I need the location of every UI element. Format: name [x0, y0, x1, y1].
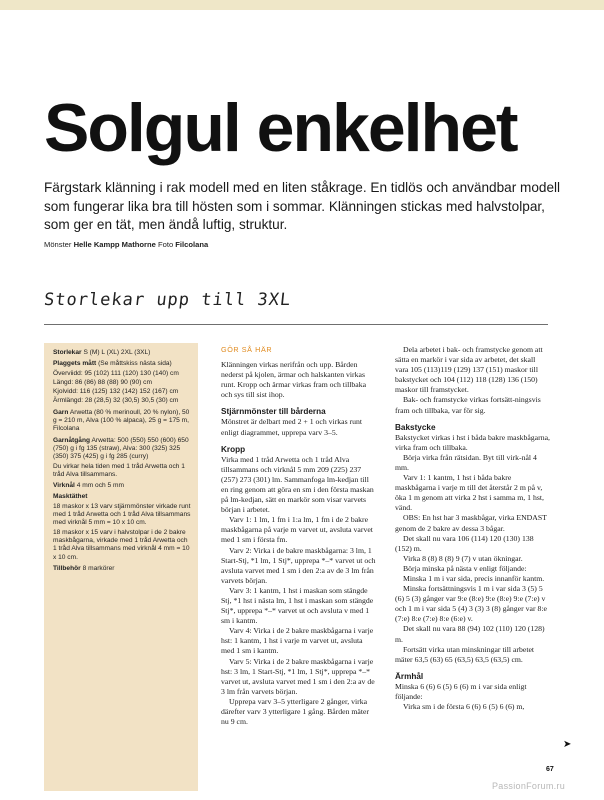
body-paragraph: Virka med 1 tråd Arwetta och 1 tråd Alva tillsammans och virknål 5 mm 209 (225) 237 (257) 273 (301) lm. Sammanfoga lm-kedjan till en ring genom att göra en sm i den första maskan på lm-kedjan, sätt en markör som visar varvets början i arbetet.	[221, 454, 374, 515]
back-paragraph: Bakstycket virkas i hst i båda bakre maskbågarna, virka fram och tillbaka.	[395, 432, 550, 452]
notions-label: Tillbehör	[53, 564, 81, 572]
amount-label: Garnåtgång	[53, 436, 91, 444]
amount-row	[53, 437, 192, 462]
back-paragraph: Minska fortsättningsvis 1 m i var sida 3 (5) 5 (6) 5 (3) gånger var 9:e (8:e) 9:e (8:e) 9:e (7:e) v och 1 m i var sida 5 (4) 3 (3) 3 (8) gånger var 8:e (7:e) 8:e (7:e) 8:e (6:e) v.	[395, 584, 547, 624]
split-paragraph: Bak- och framstycke virkas fortsätt-ningsvis fram och tillbaka, var för sig.	[395, 395, 541, 415]
back-paragraph: Börja minska på nästa v enligt följande:	[403, 563, 527, 573]
yarn-row	[53, 409, 192, 434]
notions-value: 8 markörer	[82, 564, 115, 572]
hook-row	[53, 482, 192, 490]
armhole-paragraph: Minska 6 (6) 6 (5) 6 (6) m i var sida enligt följande:	[395, 681, 527, 701]
credits-designer: Helle Kampp Mathorne	[73, 240, 156, 249]
page-number: 67	[546, 766, 554, 773]
measures-label: Plaggets mått	[53, 360, 97, 368]
materials-sidebar	[44, 343, 198, 791]
credits-photographer: Filcolana	[175, 240, 209, 249]
measures-note: (Se måttskiss nästa sida)	[98, 360, 172, 368]
instructions-column-2	[395, 345, 550, 712]
back-paragraph: Minska 1 m i var sida, precis innanför kantm.	[403, 573, 545, 583]
body-paragraph: Varv 3: 1 kantm, 1 hst i maskan som stängde Stj, *1 hst i nästa lm, 1 hst i maskan som stängde Stj*, upprepa *–* varvet ut och avsluta v med 1 sm i kantm.	[221, 585, 374, 626]
back-paragraph: Fortsätt virka utan minskningar till arbetet mäter 63,5 (63) 65 (63,5) 63,5 (63,5) cm.	[395, 644, 535, 664]
back-paragraph: Det skall nu vara 106 (114) 120 (130) 138 (152) m.	[395, 533, 534, 553]
yarn-value: Arwetta (80 % merinoull, 20 % nylon), 50 g = 210 m, Alva (100 % alpaca), 25 g = 175 m, Filcolana	[53, 408, 190, 433]
credits-pattern-label: Mönster	[44, 240, 72, 249]
sizes-label: Storlekar	[53, 349, 82, 356]
section-heading: Storlekar upp till 3XL	[42, 290, 293, 310]
measures-heading	[53, 360, 192, 368]
body-paragraph: Varv 2: Virka i de bakre maskbågarna: 3 lm, 1 Start-Stj, *1 lm, 1 Stj*, upprepa *–* varvet ut och avsluta varvet med 1 sm i den 2:a av de 3 lm från varvets början.	[221, 545, 376, 585]
measure-line: Längd: 86 (86) 88 (88) 90 (90) cm	[53, 378, 152, 386]
sizes-value: S (M) L (XL) 2XL (3XL)	[83, 349, 151, 356]
body-paragraph: Varv 1: 1 lm, 1 fm i 1:a lm, 1 fm i de 2 bakre maskbågarna på varje m varvet ut, avsluta varvet med 1 sm i första fm.	[221, 515, 373, 545]
intro-paragraph: Klänningen virkas nerifrån och upp. Bården nederst på kjolen, ärmar och halskanten virkas runt. Kropp och ärmar virkas fram och tillbaka och sys till sist ihop.	[221, 360, 367, 400]
instructions-heading: GÖR SÅ HÄR	[221, 345, 273, 354]
watermark: PassionForum.ru	[492, 781, 566, 791]
lead-paragraph: Färgstark klänning i rak modell med en liten ståkrage. En tidlös och användbar modell som fungerar lika bra till hösten som i sommar. Klänningen stickas med halvstolpar, som ger en tät, men ändå luftig, struktur.	[44, 180, 561, 232]
measure-line: Överviidd: 95 (102) 111 (120) 130 (140) cm	[53, 369, 179, 377]
amount-note: Du virkar hela tiden med 1 tråd Arwetta och 1 tråd Alva tillsammans.	[53, 462, 185, 478]
hook-label: Virknål	[53, 482, 75, 490]
measure-line: Kjolvidd: 116 (125) 132 (142) 152 (167) cm	[53, 388, 179, 396]
back-paragraph: Varv 1: 1 kantm, 1 hst i båda bakre maskbågarna i varje m till det återstår 2 m på v, öka 1 m genom att virka 2 hst i samma m, 1 hst, vänd.	[395, 473, 544, 513]
star-pattern-heading: Stjärnmönster till bårderna	[221, 407, 326, 417]
instructions-column-1	[221, 345, 376, 727]
back-paragraph: OBS: En hst har 3 maskbågar, virka ENDAST genom de 2 bakre av dessa 3 bågar.	[395, 513, 547, 533]
notions-row	[53, 565, 192, 573]
body-paragraph: Upprepa varv 3–5 ytterligare 2 gånger, virka därefter varv 3 ytterligare 1 gång. Bården mäter nu 9 cm.	[221, 696, 370, 727]
amount-value: Arwetta: 500 (550) 550 (600) 650 (750) g i fg 135 (straw), Alva: 300 (325) 325 (350) 375 (425) g i fg 285 (curry)	[53, 436, 189, 461]
section-divider	[44, 324, 548, 325]
back-paragraph: Det skall nu vara 88 (94) 102 (110) 120 (128) m.	[395, 624, 545, 644]
body-heading: Kropp	[221, 444, 246, 454]
body-paragraph: Varv 4: Virka i de 2 bakre maskbågarna i varje hst: 1 kantm, 1 hst i varje m varvet ut, avsluta med 1 sm i kantm.	[221, 626, 374, 656]
measure-line: Ärmlängd: 28 (28,5) 32 (30,5) 30,5 (30) cm	[53, 397, 179, 405]
measures-block	[53, 360, 192, 405]
hook-value: 4 mm och 5 mm	[76, 482, 124, 490]
amount-block	[53, 437, 192, 479]
star-pattern-text: Mönstret är delbart med 2 + 1 och virkas runt enligt diagrammet, upprepa varv 3–5.	[221, 417, 363, 437]
gauge-line: 18 maskor x 13 varv stjärnmönster virkade runt med 1 tråd Arwetta och 1 tråd Alva tillsammans med virknål 5 mm = 10 x 10 cm.	[53, 502, 191, 527]
gauge-block	[53, 493, 192, 561]
top-color-band	[0, 0, 604, 10]
continue-arrow-icon: ➤	[563, 739, 572, 750]
back-paragraph: Börja virka från rätsidan. Byt till virk-nål 4 mm.	[395, 452, 537, 472]
sizes-row	[53, 349, 192, 357]
back-piece-heading: Bakstycke	[395, 422, 436, 432]
gauge-label: Masktäthet	[53, 493, 88, 501]
armhole-paragraph: Virka sm i de första 6 (6) 6 (5) 6 (6) m,	[403, 702, 525, 711]
credits-photo-label: Foto	[157, 240, 174, 249]
body-paragraph: Varv 5: Virka i de 2 bakre maskbågarna i varje hst: 3 lm, 1 Start-Stj, *1 lm, 1 Stj*, upprepa *–* varvet ut, avsluta varvet med 1 sm i den 2:a av de 3 lm från varvets början.	[221, 656, 375, 696]
split-paragraph: Dela arbetet i bak- och framstycke genom att sätta en markör i var sida av arbetet, det skall vara 105 (113)119 (129) 137 (151) maskor till bakstycket och 104 (112) 118 (128) 136 (150) maskor till framstycket.	[395, 345, 543, 395]
yarn-label: Garn	[53, 408, 69, 416]
credits-line	[44, 240, 208, 249]
armhole-heading: Ärmhål	[395, 671, 424, 681]
page-title: Solgul enkelhet	[44, 90, 517, 166]
back-paragraph: Virka 8 (8) 8 (8) 9 (7) v utan ökningar.	[403, 553, 523, 563]
gauge-line: 18 maskor x 15 varv i halvstolpar i de 2 bakre maskbågarna, virkade med 1 tråd Arwetta och 1 tråd Alva tillsammans med virknål 4 mm = 10 x 10 cm.	[53, 528, 190, 561]
